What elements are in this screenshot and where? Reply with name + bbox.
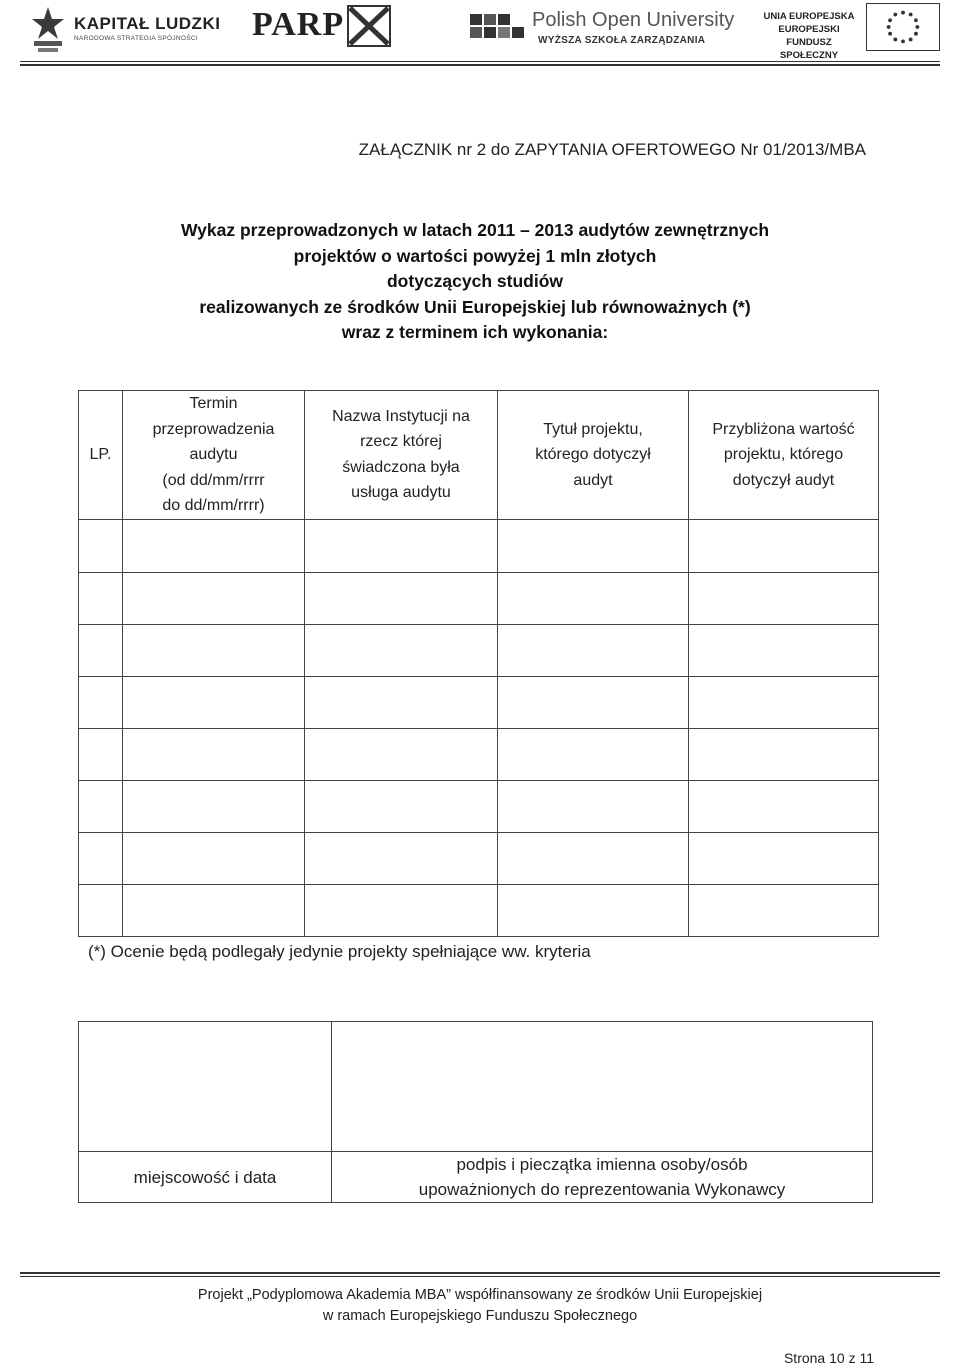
- table-row: [79, 572, 879, 624]
- document-title: [78, 218, 872, 346]
- table-cell[interactable]: [123, 728, 305, 780]
- header-line: (od dd/mm/rrrr: [162, 471, 265, 489]
- table-cell[interactable]: [79, 884, 123, 936]
- table-cell[interactable]: [305, 832, 498, 884]
- table-cell[interactable]: [123, 832, 305, 884]
- table-cell[interactable]: [498, 572, 689, 624]
- table-cell[interactable]: [498, 780, 689, 832]
- table-cell[interactable]: [689, 728, 879, 780]
- title-line: projektów o wartości powyżej 1 mln złotych: [293, 245, 657, 266]
- header-logo-bar: [0, 0, 960, 62]
- footer-rule-bottom: [20, 1276, 940, 1277]
- table-cell[interactable]: [79, 572, 123, 624]
- table-cell[interactable]: [689, 519, 879, 572]
- column-header-lp: [79, 391, 123, 520]
- column-header-project-value: [689, 391, 879, 520]
- title-line: wraz z terminem ich wykonania:: [341, 322, 609, 342]
- table-cell[interactable]: [305, 519, 498, 572]
- table-cell[interactable]: [689, 884, 879, 936]
- table-row: [79, 728, 879, 780]
- table-cell[interactable]: [123, 572, 305, 624]
- table-header-row: [79, 391, 879, 520]
- table-cell[interactable]: [123, 676, 305, 728]
- header-line: do dd/mm/rrrr): [162, 497, 265, 514]
- signature-table: [78, 1021, 873, 1203]
- signature-label-line: upoważnionych do reprezentowania Wykonawcy: [418, 1180, 786, 1199]
- kapital-ludzki-logo-text: KAPITAŁ LUDZKI: [74, 14, 221, 33]
- parp-logo-icon: [346, 4, 392, 48]
- footnote: (*) Ocenie będą podlegały jedynie projekty spełniające ww. kryteria: [88, 942, 591, 961]
- header-line: LP.: [89, 446, 112, 463]
- title-line: Wykaz przeprowadzonych w latach 2011 – 2013 audytów zewnętrznych: [180, 220, 770, 240]
- table-cell[interactable]: [79, 676, 123, 728]
- table-cell[interactable]: [79, 832, 123, 884]
- table-cell[interactable]: [498, 624, 689, 676]
- header-line: audyt: [573, 471, 613, 489]
- header-line: świadczona była: [342, 458, 460, 476]
- eu-logo-line-3: FUNDUSZ SPOŁECZNY: [779, 37, 839, 61]
- table-cell[interactable]: [305, 676, 498, 728]
- table-row: [79, 884, 879, 936]
- header-line: Nazwa Instytucji na: [332, 407, 470, 425]
- header-line: dotyczył audyt: [732, 471, 835, 489]
- table-cell[interactable]: [498, 728, 689, 780]
- signature-field[interactable]: [332, 1022, 873, 1152]
- table-cell[interactable]: [498, 676, 689, 728]
- table-cell[interactable]: [689, 780, 879, 832]
- eu-logo-line-2: EUROPEJSKI: [778, 24, 840, 35]
- column-header-institution: [305, 391, 498, 520]
- audits-table: [78, 390, 879, 937]
- title-line: realizowanych ze środków Unii Europejskiej lub równoważnych (*): [199, 296, 751, 317]
- table-cell[interactable]: [305, 884, 498, 936]
- table-row: [79, 624, 879, 676]
- place-date-label: miejscowość i data: [79, 1152, 332, 1203]
- page-number: Strona 10 z 11: [783, 1350, 874, 1366]
- table-row: [79, 780, 879, 832]
- header-line: Termin: [189, 395, 238, 412]
- table-cell[interactable]: [689, 572, 879, 624]
- table-cell[interactable]: [79, 624, 123, 676]
- kapital-ludzki-logo-subtitle: NARODOWA STRATEGIA SPÓJNOŚCI: [74, 35, 198, 42]
- table-cell[interactable]: [498, 832, 689, 884]
- table-row: [79, 519, 879, 572]
- table-cell[interactable]: [689, 676, 879, 728]
- eu-logo-text: [757, 10, 861, 62]
- eu-logo-line-1: UNIA EUROPEJSKA: [763, 11, 855, 22]
- column-header-project-title: [498, 391, 689, 520]
- polish-open-university-logo-text: Polish Open University: [532, 9, 735, 31]
- header-rule-bottom: [20, 64, 940, 66]
- kapital-ludzki-logo-icon: [28, 3, 68, 55]
- header-line: Tytuł projektu,: [543, 420, 643, 438]
- table-row: [79, 676, 879, 728]
- header-line: przeprowadzenia: [152, 420, 275, 438]
- signature-blank-row: [79, 1022, 873, 1152]
- table-cell[interactable]: [305, 572, 498, 624]
- table-row: [79, 832, 879, 884]
- footer-rule-top: [20, 1272, 940, 1274]
- eu-flag-icon: [866, 3, 940, 51]
- header-line: audytu: [189, 446, 238, 463]
- table-cell[interactable]: [123, 884, 305, 936]
- table-cell[interactable]: [689, 832, 879, 884]
- column-header-audit-date: [123, 391, 305, 520]
- header-line: usługa audytu: [351, 484, 451, 502]
- header-line: Przybliżona wartość: [712, 420, 855, 438]
- footer-line-1: Projekt „Podyplomowa Akademia MBA” współfinansowany ze środków Unii Europejskiej: [197, 1287, 763, 1303]
- table-cell[interactable]: [498, 519, 689, 572]
- signature-label: [332, 1152, 873, 1203]
- table-cell[interactable]: [79, 728, 123, 780]
- header-line: którego dotyczył: [535, 446, 651, 463]
- polish-open-university-logo-subtitle: WYŻSZA SZKOŁA ZARZĄDZANIA: [538, 35, 706, 46]
- header-line: rzecz której: [360, 433, 442, 451]
- table-cell[interactable]: [498, 884, 689, 936]
- signature-label-line: podpis i pieczątka imienna osoby/osób: [456, 1155, 748, 1174]
- header-rule-top: [20, 61, 940, 62]
- polish-open-university-logo-icon: [470, 12, 526, 40]
- annex-label: ZAŁĄCZNIK nr 2 do ZAPYTANIA OFERTOWEGO Nr 01/2013/MBA: [358, 140, 866, 159]
- table-cell[interactable]: [79, 519, 123, 572]
- table-cell[interactable]: [123, 624, 305, 676]
- footer-text: [0, 1285, 960, 1327]
- place-date-field[interactable]: [79, 1022, 332, 1152]
- table-cell[interactable]: [123, 780, 305, 832]
- table-cell[interactable]: [305, 624, 498, 676]
- table-cell[interactable]: [305, 780, 498, 832]
- table-cell[interactable]: [305, 728, 498, 780]
- table-cell[interactable]: [79, 780, 123, 832]
- table-cell[interactable]: [123, 519, 305, 572]
- table-cell[interactable]: [689, 624, 879, 676]
- title-line: dotyczących studiów: [386, 271, 563, 291]
- parp-logo-text: PARP: [252, 6, 345, 43]
- footer-line-2: w ramach Europejskiego Funduszu Społecznego: [322, 1308, 638, 1324]
- header-line: projektu, którego: [723, 446, 844, 463]
- signature-label-row: [79, 1152, 873, 1203]
